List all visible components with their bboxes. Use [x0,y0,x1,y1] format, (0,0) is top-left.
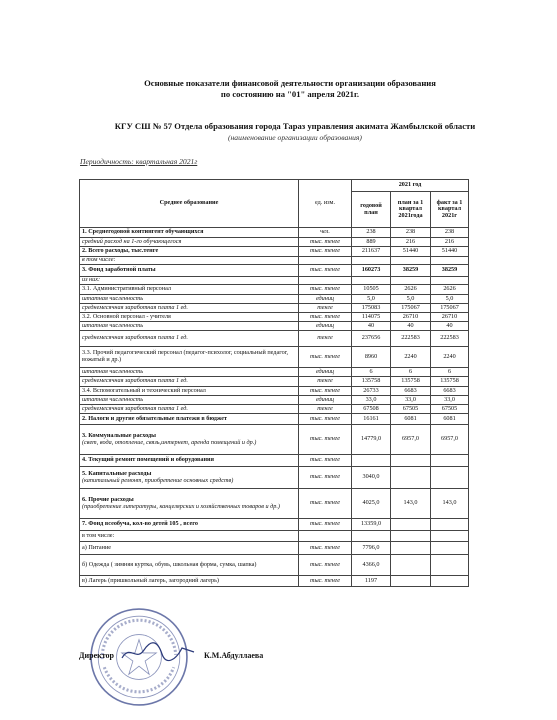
row-name: 3. Фонд заработной платы [82,266,156,274]
row-value-plan: 38259 [391,265,431,277]
row-name-cell [80,285,299,295]
row-value-annual: 175083 [352,304,391,313]
row-value-annual: 40 [352,322,391,331]
row-name-note: (капитальный ремонт, приобретение основных средств) [82,476,234,484]
row-name-note: (свет, вода, отопление, связь,интернет, арeндa помещений и др.) [82,438,257,446]
row-unit: тыс. тенге [299,519,352,531]
row-unit [299,277,352,285]
table-row [80,576,469,587]
table-row [80,542,469,555]
table-row [80,265,469,277]
column-header-annual-plan: годовой план [352,192,391,228]
row-unit: тыс. тенге [299,489,352,519]
table-row [80,396,469,405]
row-name-cell [80,414,299,425]
table-row [80,414,469,425]
row-value-plan: 6 [391,368,431,377]
row-name-cell [80,277,299,285]
table-row [80,285,469,295]
row-name: 3.1. Административный персонал [82,285,171,293]
row-name-cell [80,247,299,257]
row-value-plan [391,542,431,555]
row-value-fact [431,576,469,587]
row-value-fact: 216 [431,238,469,247]
row-name-cell [80,531,299,542]
row-unit: тенге [299,377,352,387]
row-name-cell [80,313,299,322]
row-name: штатная численность [82,321,144,329]
column-header-name: Среднее образование [80,180,299,228]
row-name-cell [80,295,299,304]
row-unit: тыс. тенге [299,265,352,277]
row-value-fact: 38259 [431,265,469,277]
organization-name: КГУ СШ № 57 Отдела образования города Тараз управления акимата Жамбылской области [114,121,476,131]
table-row [80,247,469,257]
row-value-plan [391,257,431,265]
row-unit [299,257,352,265]
row-value-plan: 6683 [391,387,431,396]
row-unit: единиц [299,396,352,405]
row-value-annual: 237656 [352,331,391,347]
row-name-cell [80,455,299,467]
table-row [80,489,469,519]
table-row [80,228,469,238]
row-value-fact [431,467,469,489]
row-value-annual [352,531,391,542]
row-value-annual: 6 [352,368,391,377]
row-value-annual [352,257,391,265]
row-value-fact: 6 [431,368,469,377]
row-name-cell [80,555,299,576]
row-value-annual: 889 [352,238,391,247]
row-value-plan [391,277,431,285]
row-value-fact: 175067 [431,304,469,313]
row-name-cell [80,489,299,519]
row-value-annual: 114075 [352,313,391,322]
row-value-annual: 14779,0 [352,425,391,455]
row-unit [299,531,352,542]
table-row [80,304,469,313]
organization-caption: (наименование организации образования) [228,133,362,142]
row-unit: тыс. тенге [299,347,352,368]
row-value-fact [431,257,469,265]
row-name: среднемесячная заработная плата 1 ед. [82,334,188,342]
row-name: а) Питание [82,543,112,551]
row-value-fact: 33,0 [431,396,469,405]
row-unit: тыс. тенге [299,467,352,489]
row-name: в том числе: [82,531,115,539]
row-value-plan [391,467,431,489]
table-row [80,238,469,247]
row-value-fact: 26710 [431,313,469,322]
row-unit: тыс. тенге [299,542,352,555]
table-row [80,277,469,285]
row-name-cell [80,425,299,455]
row-value-annual: 4366,0 [352,555,391,576]
row-unit: тыс. тенге [299,455,352,467]
row-name: в том числе: [82,256,116,264]
row-value-annual: 211637 [352,247,391,257]
row-value-fact: 238 [431,228,469,238]
column-header-fact-q1: факт за 1 квартал 2021г [431,192,469,228]
row-value-plan: 135758 [391,377,431,387]
row-name: в) Лагерь (пришкольный лагерь, загородний лагерь) [82,576,219,584]
row-value-plan: 40 [391,322,431,331]
row-value-plan [391,555,431,576]
row-value-plan: 216 [391,238,431,247]
row-unit: чел. [299,228,352,238]
row-value-fact [431,531,469,542]
table-row [80,368,469,377]
row-value-fact: 67505 [431,405,469,414]
row-name-cell [80,304,299,313]
row-name-cell [80,347,299,368]
row-name: штатная численность [82,294,144,302]
row-value-plan: 33,0 [391,396,431,405]
row-unit: тыс. тенге [299,425,352,455]
row-name-cell [80,257,299,265]
table-row [80,519,469,531]
row-unit: тыс. тенге [299,238,352,247]
row-name-cell [80,396,299,405]
row-value-fact [431,455,469,467]
row-name-cell [80,228,299,238]
row-value-plan: 6957,0 [391,425,431,455]
row-unit: тенге [299,304,352,313]
row-value-plan: 143,0 [391,489,431,519]
row-value-annual: 1197 [352,576,391,587]
row-value-plan: 67505 [391,405,431,414]
row-name: среднемесячная заработная плата 1 ед. [82,404,188,412]
row-name: штатная численность [82,367,144,375]
row-name-cell [80,519,299,531]
row-value-fact: 143,0 [431,489,469,519]
row-value-plan [391,531,431,542]
director-name: К.М.Абдуллаева [204,651,264,660]
row-name: 2. Налоги и другие обязательные платежи в бюджет [82,414,228,422]
row-value-plan: 238 [391,228,431,238]
handwritten-signature [118,640,198,664]
row-unit: единиц [299,368,352,377]
row-value-annual: 16161 [352,414,391,425]
row-value-annual: 13359,0 [352,519,391,531]
table-row [80,531,469,542]
table-row [80,331,469,347]
row-name-cell [80,331,299,347]
row-name: 3.4. Вспомогательный и технический персонал [82,386,206,394]
signature-label: Директор [79,651,114,660]
table-row [80,467,469,489]
row-name: штатная численность [82,395,144,403]
row-unit: тыс. тенге [299,285,352,295]
row-value-fact: 5,0 [431,295,469,304]
table-row [80,257,469,265]
row-unit: тыс. тенге [299,576,352,587]
table-row [80,555,469,576]
table-row [80,455,469,467]
row-name-cell [80,576,299,587]
row-value-fact: 6957,0 [431,425,469,455]
table-row [80,405,469,414]
column-header-unit: ед. изм. [299,180,352,228]
row-value-plan [391,519,431,531]
row-unit: тыс. тенге [299,414,352,425]
row-value-annual: 160273 [352,265,391,277]
table-row [80,322,469,331]
row-name-cell [80,542,299,555]
row-value-annual: 33,0 [352,396,391,405]
row-value-fact: 6081 [431,414,469,425]
row-value-fact: 51440 [431,247,469,257]
row-name-note: (приобретение литературы, канцелярских и хозяйственных товаров и др.) [82,502,280,510]
table-row [80,295,469,304]
row-name-cell [80,387,299,396]
row-value-fact: 2240 [431,347,469,368]
column-header-year: 2021 год [352,180,469,192]
row-value-annual: 4025,0 [352,489,391,519]
row-value-annual: 8960 [352,347,391,368]
row-name: средний расход на 1-го обучающегося [82,237,182,245]
row-name-cell [80,467,299,489]
row-name-cell [80,368,299,377]
row-value-annual [352,455,391,467]
row-value-annual: 7796,0 [352,542,391,555]
row-value-fact: 2626 [431,285,469,295]
row-name: 1. Среднегодовой контингент обучающихся [82,228,204,236]
document-title-line1: Основные показатели финансовой деятельности организации образования [144,78,436,88]
row-value-fact: 6683 [431,387,469,396]
row-name: 3.3. Прочий педагогический персонал (педагог-психолог, социальный педагог, вожатый и др.) [82,349,289,363]
row-name: среднемесячная заработная плата 1 ед. [82,303,188,311]
row-name: 3.2. Основной персонал - учителя [82,312,171,320]
financial-indicators-table [79,179,469,587]
periodicity-label: Периодичность: квартальная 2021г [80,157,198,166]
row-value-plan: 6081 [391,414,431,425]
row-value-annual: 135758 [352,377,391,387]
row-name: 6. Прочие расходы [82,495,134,503]
table-row [80,387,469,396]
row-value-annual: 67508 [352,405,391,414]
table-header-row [80,180,469,192]
row-unit: единиц [299,322,352,331]
document-title-line2: по состоянию на "01" апреля 2021г. [220,89,360,99]
row-value-annual [352,277,391,285]
row-unit: тыс. тенге [299,247,352,257]
row-name: среднемесячная заработная плата 1 ед. [82,377,188,385]
row-value-annual: 238 [352,228,391,238]
row-value-plan: 51440 [391,247,431,257]
row-unit: тенге [299,405,352,414]
row-value-fact: 135758 [431,377,469,387]
row-value-plan: 2626 [391,285,431,295]
row-name: 4. Текущий ремонт помещений и оборудования [82,456,214,464]
row-name: б) Одежда ( зимняя куртка, обувь, школьная форма, сумка, шапка) [82,560,257,568]
row-name: 3. Коммунальные расходы [82,431,156,439]
row-value-fact [431,519,469,531]
row-value-plan: 5,0 [391,295,431,304]
row-name-cell [80,265,299,277]
table-row [80,347,469,368]
row-value-fact: 40 [431,322,469,331]
row-name: 5. Капитальные расходы [82,469,152,477]
row-name-cell [80,322,299,331]
row-name: из них: [82,276,101,284]
row-value-fact [431,555,469,576]
row-value-plan: 26710 [391,313,431,322]
row-unit: тыс. тенге [299,555,352,576]
row-value-annual: 3040,0 [352,467,391,489]
row-value-plan: 175067 [391,304,431,313]
row-value-annual: 10505 [352,285,391,295]
row-value-plan [391,576,431,587]
row-value-fact [431,542,469,555]
row-value-plan [391,455,431,467]
row-name-cell [80,238,299,247]
row-name-cell [80,377,299,387]
row-name-cell [80,405,299,414]
row-name: 7. Фонд всеобуча, кол-во детей 105 , всего [82,520,198,528]
row-value-annual: 26733 [352,387,391,396]
row-value-plan: 2240 [391,347,431,368]
row-name: 2. Всего расходы, тыс.тенге [82,247,159,255]
table-row [80,313,469,322]
row-value-fact: 222583 [431,331,469,347]
column-header-plan-q1: план за 1 квартал 2021года [391,192,431,228]
table-row [80,425,469,455]
row-value-fact [431,277,469,285]
row-unit: тенге [299,331,352,347]
row-unit: тыс. тенге [299,387,352,396]
row-value-annual: 5,0 [352,295,391,304]
table-row [80,377,469,387]
row-unit: тыс. тенге [299,313,352,322]
row-unit: единиц [299,295,352,304]
row-value-plan: 222583 [391,331,431,347]
